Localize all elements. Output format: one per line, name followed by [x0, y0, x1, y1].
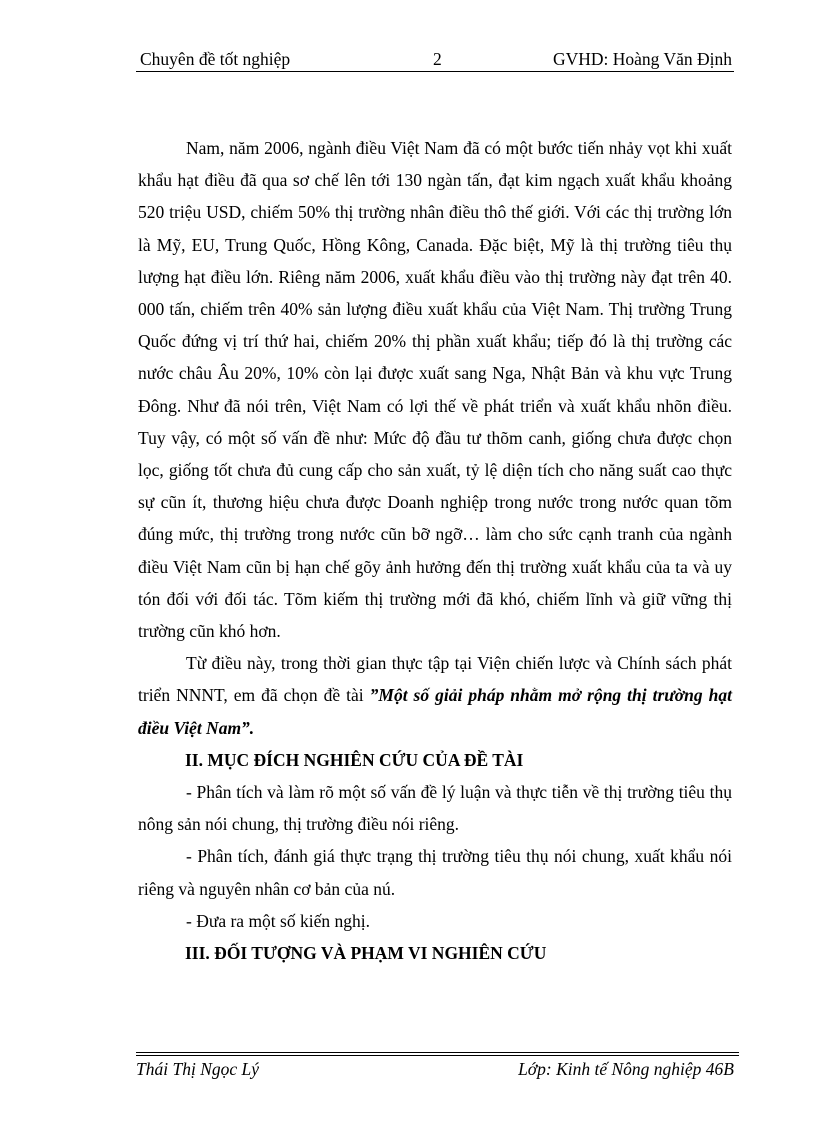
paragraph-market-overview: Nam, năm 2006, ngành điều Việt Nam đã có một bước tiến nhảy vọt khi xuất khẩu hạt điều đã qua sơ chế lên tới 130 ngàn tấn, đạt kim ngạch xuất khẩu khoảng 520 triệu USD, chiếm 50% thị trường nhân điều thô thế giới. Với các thị trường lớn là Mỹ, EU, Trung Quốc, Hồng Kông, Canada. Đặc biệt, Mỹ là thị trường tiêu thụ lượng hạt điều lớn. Riêng năm 2006, xuất khẩu điều vào thị trường này đạt trên 40. 000 tấn, chiếm trên 40% sản lượng điều xuất khẩu của Việt Nam. Thị trường Trung Quốc đứng vị trí thứ hai, chiếm 20% thị phần xuất khẩu; tiếp đó là thị trường các nước châu Âu 20%, 10% còn lại được xuất sang Nga, Nhật Bản và khu vực Trung Đông. Như đã nói trên, Việt Nam có lợi thế về phát triển và xuất khẩu nhõn điều. Tuy vậy, có một số vấn đề như: Mức độ đầu tư thõm canh, giống chưa được chọn lọc, giống tốt chưa đủ cung cấp cho sản xuất, tỷ lệ diện tích cho năng suất cao thực sự cũn ít, thương hiệu chưa được Doanh nghiệp trong nước trong nước quan tõm đúng mức, thị trường trong nước cũn bỡ ngỡ… làm cho sức cạnh tranh của ngành điều Việt Nam cũn bị hạn chế gõy ảnh hưởng đến thị trường xuất khẩu của ta và uy tón đối với đối tác. Tõm kiếm thị trường mới đã khó, chiếm lĩnh và giữ vững thị trường cũn khó hơn. [138, 138, 732, 642]
footer-rule-top [136, 1052, 739, 1053]
bullet-objective-3: - Đưa ra một số kiến nghị. [186, 910, 370, 931]
section-3-heading: III. ĐỐI TƯỢNG VÀ PHẠM VI NGHIÊN CỨU [185, 943, 547, 964]
thesis-title: ”Một số giải pháp nhằm mở rộng thị trường hạt điều Việt Nam”. [138, 685, 732, 738]
header-advisor: GVHD: Hoàng Văn Định [552, 49, 732, 69]
header-page-number: 2 [433, 49, 442, 69]
footer-rule-bottom [136, 1055, 739, 1056]
page-footer [136, 1052, 739, 1082]
document-body [138, 96, 732, 969]
paragraph-topic-choice [138, 647, 732, 744]
footer-author: Thái Thị Ngọc Lý [136, 1059, 260, 1079]
header-rule [136, 71, 734, 72]
bullet-objective-1: - Phân tích và làm rõ một số vấn đề lý luận và thực tiễn về thị trường tiêu thụ nông sản nói chung, thị trường điều nói riêng. [138, 782, 732, 835]
footer-class: Lớp: Kinh tế Nông nghiệp 46B [518, 1059, 734, 1079]
topic-intro-text: Từ điều này, trong thời gian thực tập tại Viện chiến lược và Chính sách phát triển NNNT, em đã chọn đề tài [138, 653, 732, 706]
bullet-objective-2: - Phân tích, đánh giá thực trạng thị trường tiêu thụ nói chung, xuất khẩu nói riêng và nguyên nhân cơ bản của nú. [138, 846, 732, 899]
header-thesis-type: Chuyên đề tốt nghiệp [140, 49, 291, 69]
page-header [136, 47, 734, 72]
section-2-heading: II. MỤC ĐÍCH NGHIÊN CỨU CỦA ĐỀ TÀI [185, 749, 524, 770]
